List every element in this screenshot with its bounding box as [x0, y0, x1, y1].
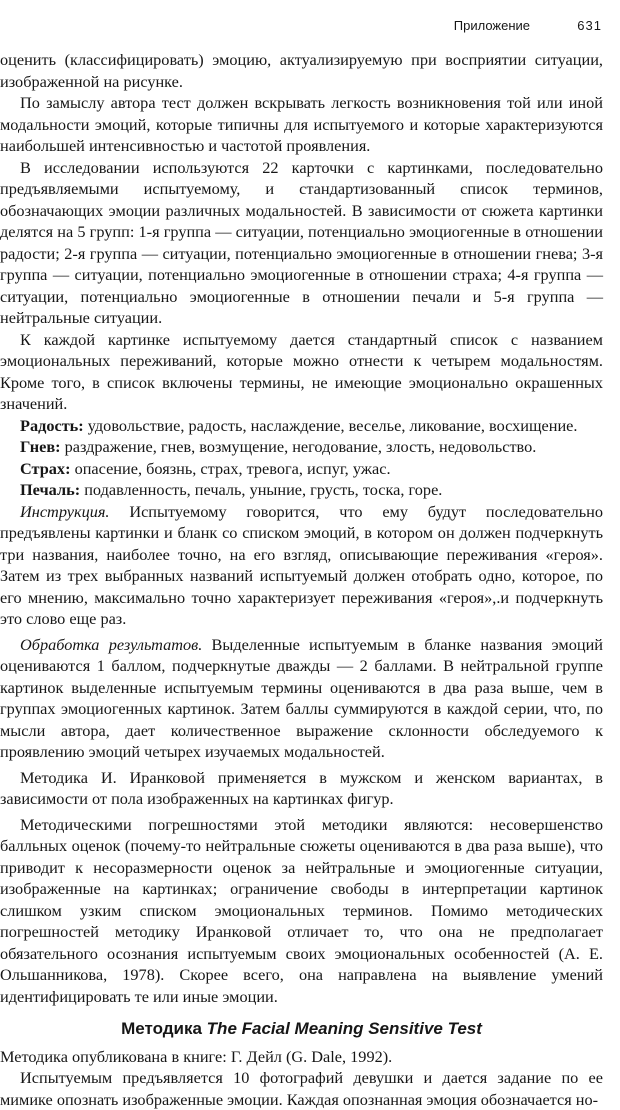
term-sadness-text: подавленность, печаль, уныние, грусть, тоска, горе. [80, 480, 443, 499]
processing-text: Выделенные испытуемым в бланке названия эмоций оцениваются 1 баллом, подчеркнутые дважды — 2 баллами. В нейтральной группе картинок выделенные испытуемым термины оцениваются в два раза выше, чем в группах эмоциогенных картинок. Затем баллы суммируются в каждой серии, что, по мысли автора, дает количественное выражение склонности обследуемого к проявлению эмоций четырех изучаемых модальностей. [0, 634, 603, 761]
paragraph-published: Методика опубликована в книге: Г. Дейл (G. Dale, 1992). [0, 1046, 393, 1066]
paragraph-flaws: Методическими погрешностями этой методики являются: несовершенство балльных оценок (почему-то нейтральные сюжеты оцениваются в два раза выше), что приводит к несоразмерности оценок за нейтральные и эмоциогенные ситуации, изображенные на картинках; ограничение свободы в интерпретации картинок слишком узким списком эмоциональных терминов. Помимо методических погрешностей методику Иранковой отличает то, что она не предполагает обязательного осознания испытуемым своих эмоциональных особенностей (А. Е. Ольшанникова, 1978). Скорее всего, она направлена на выявление умений идентифицировать те или иные эмоции. [0, 814, 603, 1006]
term-fear-text: опасение, боязнь, страх, тревога, испуг, ужас. [70, 458, 391, 478]
paragraph-author-intent: По замыслу автора тест должен вскрывать легкость возникновения той или иной модальности эмоций, которые типичны для испытуемого и которые характеризуются наибольшей интенсивностью и частотой проявления. [0, 93, 603, 155]
term-anger [0, 436, 603, 458]
paragraph-term-list-intro: К каждой картинке испытуемому дается стандартный список с названием эмоциональных переживаний, которые можно отнести к четырем модальностям. Кроме того, в список включены термины, не имеющие эмоционально окрашенных значений. [0, 329, 603, 413]
section-heading-prefix: Методика [121, 1019, 207, 1038]
term-anger-label: Гнев: [20, 437, 61, 456]
page-body [0, 49, 603, 1110]
term-fear-label: Страх: [20, 458, 71, 478]
term-joy-text: удовольствие, радость, наслаждение, веселье, ликование, восхищение. [83, 415, 578, 435]
term-anger-text: раздражение, гнев, возмущение, негодование, злость, недовольство. [60, 437, 537, 456]
running-head: Приложение [453, 18, 530, 33]
paragraph-variants: Методика И. Иранковой применяется в мужском и женском вариантах, в зависимости от пола изображенных на картинках фигур. [0, 767, 603, 808]
term-sadness-label: Печаль: [20, 480, 81, 499]
term-joy-label: Радость: [20, 415, 84, 435]
paragraph-continuation: оценить (классифицировать) эмоцию, актуализируемую при восприятии ситуации, изображенной на рисунке. [0, 50, 603, 91]
term-joy [0, 415, 603, 437]
term-fear [0, 458, 603, 480]
instruction-text: Испытуемому говорится, что ему будут последовательно предъявлены картинки и бланк со списком эмоций, в котором он должен подчеркнуть три названия, наиболее точно, на его взгляд, описывающие переживания «героя». Затем из трех выбранных названий испытуемый должен отобрать одно, которое, по его мнению, максимально точно характеризует переживания «героя»,.и подчеркнуть это слово еще раз. [0, 501, 603, 628]
paragraph-instruction [0, 501, 603, 630]
paragraph-processing [0, 634, 603, 763]
page-header [0, 18, 602, 34]
processing-label: Обработка результатов. [20, 634, 203, 654]
paragraph-procedure: Испытуемым предъявляется 10 фотографий девушки и дается задание по ее мимике опознать изображенные эмоции. Каждая опознанная эмоция обозначается но- [0, 1068, 603, 1109]
page-number: 631 [577, 18, 602, 33]
paragraph-card-groups: В исследовании используются 22 карточки с картинками, последовательно предъявляемыми испытуемому, и стандартизованный список терминов, обозначающих эмоции различных модальностей. В зависимости от сюжета картинки делятся на 5 групп: 1-я группа — ситуации, потенциально эмоциогенные в отношении радости; 2-я группа — ситуации, потенциально эмоциогенные в отношении гнева; 3-я группа — ситуации, потенциально эмоциогенные в отношении страха; 4-я группа — ситуации, потенциально эмоциогенные в отношении печали и 5-я группа — нейтральные ситуации. [0, 157, 603, 327]
section-heading [0, 1018, 603, 1040]
section-heading-title: The Facial Meaning Sensitive Test [206, 1019, 482, 1038]
term-sadness [0, 479, 603, 501]
instruction-label: Инструкция. [20, 501, 110, 521]
